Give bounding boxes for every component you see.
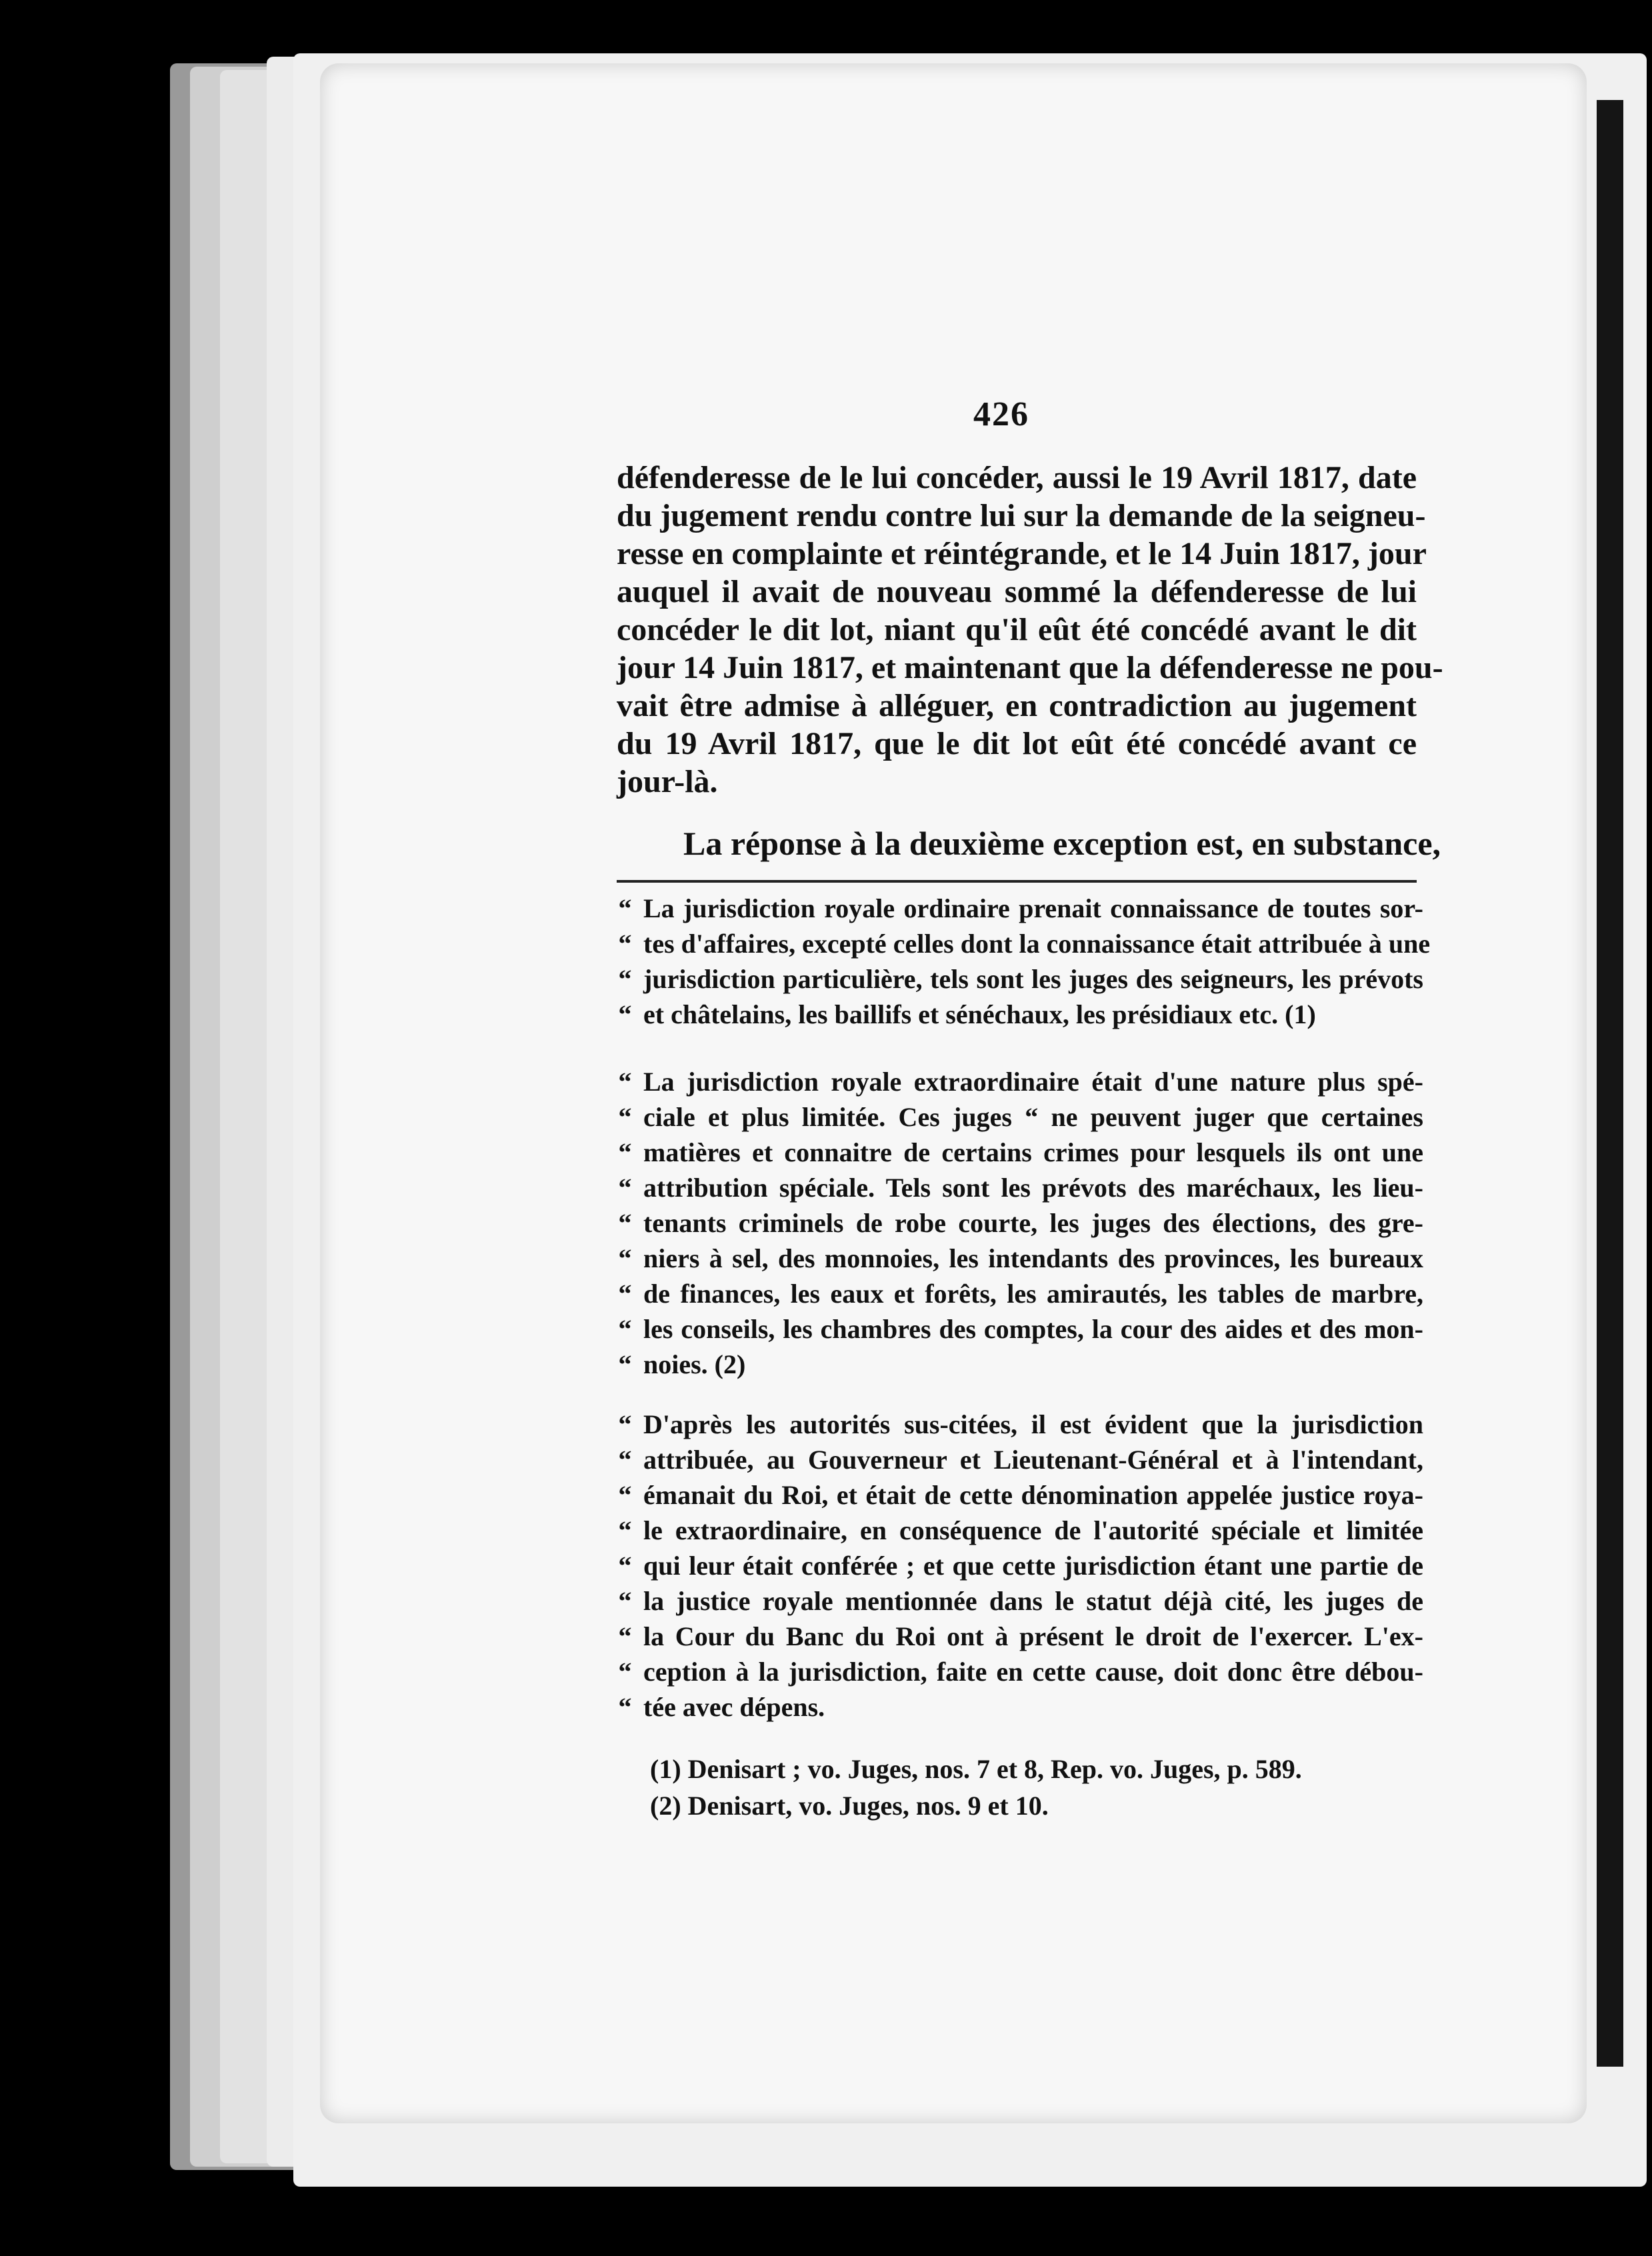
quote-mark: “ [618,1586,632,1616]
quote-line: “ La jurisdiction royale extraordinaire était d'une nature plus spé- [607,1064,1423,1099]
quote-line: “ le extraordinaire, en conséquence de l'autorité spéciale et limitée [607,1513,1423,1548]
lead-line: La réponse à la deuxième exception est, en substance, [683,825,1441,862]
quote-line: “ tenants criminels de robe courte, les juges des élections, des gre- [607,1205,1423,1241]
quote-block [607,1064,1423,1382]
quote-block [607,1407,1423,1725]
quote-line: “ niers à sel, des monnoies, les intendants des provinces, les bureaux [607,1241,1423,1276]
quote-line: “ ciale et plus limitée. Ces juges “ ne peuvent juger que certaines [607,1099,1423,1135]
divider-rule [617,880,1417,883]
quote-block [607,891,1431,1032]
quote-line: “ émanait du Roi, et était de cette dénomination appelée justice roya- [607,1477,1423,1513]
quote-line: “ attribuée, au Gouverneur et Lieutenant-Général et à l'intendant, [607,1442,1423,1477]
quote-mark: “ [618,1480,632,1510]
quote-mark: “ [618,929,632,959]
footnote: (1) Denisart ; vo. Juges, nos. 7 et 8, Rep. vo. Juges, p. 589. [650,1754,1302,1784]
quote-mark: “ [618,1445,632,1475]
quote-mark: “ [618,1102,632,1132]
text-line: concéder le dit lot, niant qu'il eût été concédé avant le dit [617,612,1417,647]
text-line: jour-là. [617,764,718,799]
quote-mark: “ [618,893,632,923]
quote-mark: “ [618,1515,632,1545]
quote-mark: “ [618,1279,632,1309]
text-line: vait être admise à alléguer, en contradiction au jugement [617,688,1417,723]
binding-shadow [1597,100,1623,2067]
quote-line: “ qui leur était conférée ; et que cette jurisdiction étant une partie de [607,1548,1423,1583]
quote-mark: “ [618,964,632,994]
footnote: (2) Denisart, vo. Juges, nos. 9 et 10. [650,1791,1049,1821]
quote-mark: “ [618,999,632,1029]
quote-mark: “ [618,1137,632,1167]
quote-line: “ la Cour du Banc du Roi ont à présent le droit de l'exercer. L'ex- [607,1619,1423,1654]
quote-mark: “ [618,1243,632,1273]
quote-mark: “ [618,1314,632,1344]
quote-mark: “ [618,1657,632,1687]
quote-line: “ ception à la jurisdiction, faite en cette cause, doit donc être débou- [607,1654,1423,1689]
quote-line: “ jurisdiction particulière, tels sont les juges des seigneurs, les prévots [607,961,1423,997]
footnotes [650,1751,1417,1824]
text-line: du jugement rendu contre lui sur la demande de la seigneu- [617,498,1426,533]
quote-line: “ D'après les autorités sus-citées, il est évident que la jurisdiction [607,1407,1423,1442]
text-line: défenderesse de le lui concéder, aussi le 19 Avril 1817, date [617,460,1417,495]
quote-line: “ matières et connaitre de certains crimes pour lesquels ils ont une [607,1135,1423,1170]
quote-line: “ de finances, les eaux et forêts, les amirautés, les tables de marbre, [607,1276,1423,1311]
text-line: auquel il avait de nouveau sommé la défenderesse de lui [617,574,1417,609]
main-paragraph [617,459,1443,801]
text-line: jour 14 Juin 1817, et maintenant que la défenderesse ne pou- [617,650,1443,685]
text-line: du 19 Avril 1817, que le dit lot eût été concédé avant ce [617,726,1417,761]
quote-mark: “ [618,1208,632,1238]
quote-mark: “ [618,1173,632,1203]
quote-mark: “ [618,1551,632,1581]
quote-mark: “ [618,1692,632,1722]
quote-line: “ les conseils, les chambres des comptes, la cour des aides et des mon- [607,1311,1423,1347]
quote-line: “ tée avec dépens. [607,1689,1423,1725]
quote-line: “ et châtelains, les baillifs et sénéchaux, les présidiaux etc. (1) [607,997,1423,1032]
page-number: 426 [973,395,1029,433]
quote-line: “ la justice royale mentionnée dans le statut déjà cité, les juges de [607,1583,1423,1619]
quote-mark: “ [618,1349,632,1379]
quote-mark: “ [618,1409,632,1439]
quote-mark: “ [618,1621,632,1651]
text-line: resse en complainte et réintégrande, et le 14 Juin 1817, jour [617,536,1427,571]
quote-line: “ La jurisdiction royale ordinaire prenait connaissance de toutes sor- [607,891,1423,926]
quote-line: “ noies. (2) [607,1347,1423,1382]
quote-mark: “ [618,1067,632,1097]
quote-line: “ tes d'affaires, excepté celles dont la connaissance était attribuée à une [607,926,1423,961]
quote-line: “ attribution spéciale. Tels sont les prévots des maréchaux, les lieu- [607,1170,1423,1205]
